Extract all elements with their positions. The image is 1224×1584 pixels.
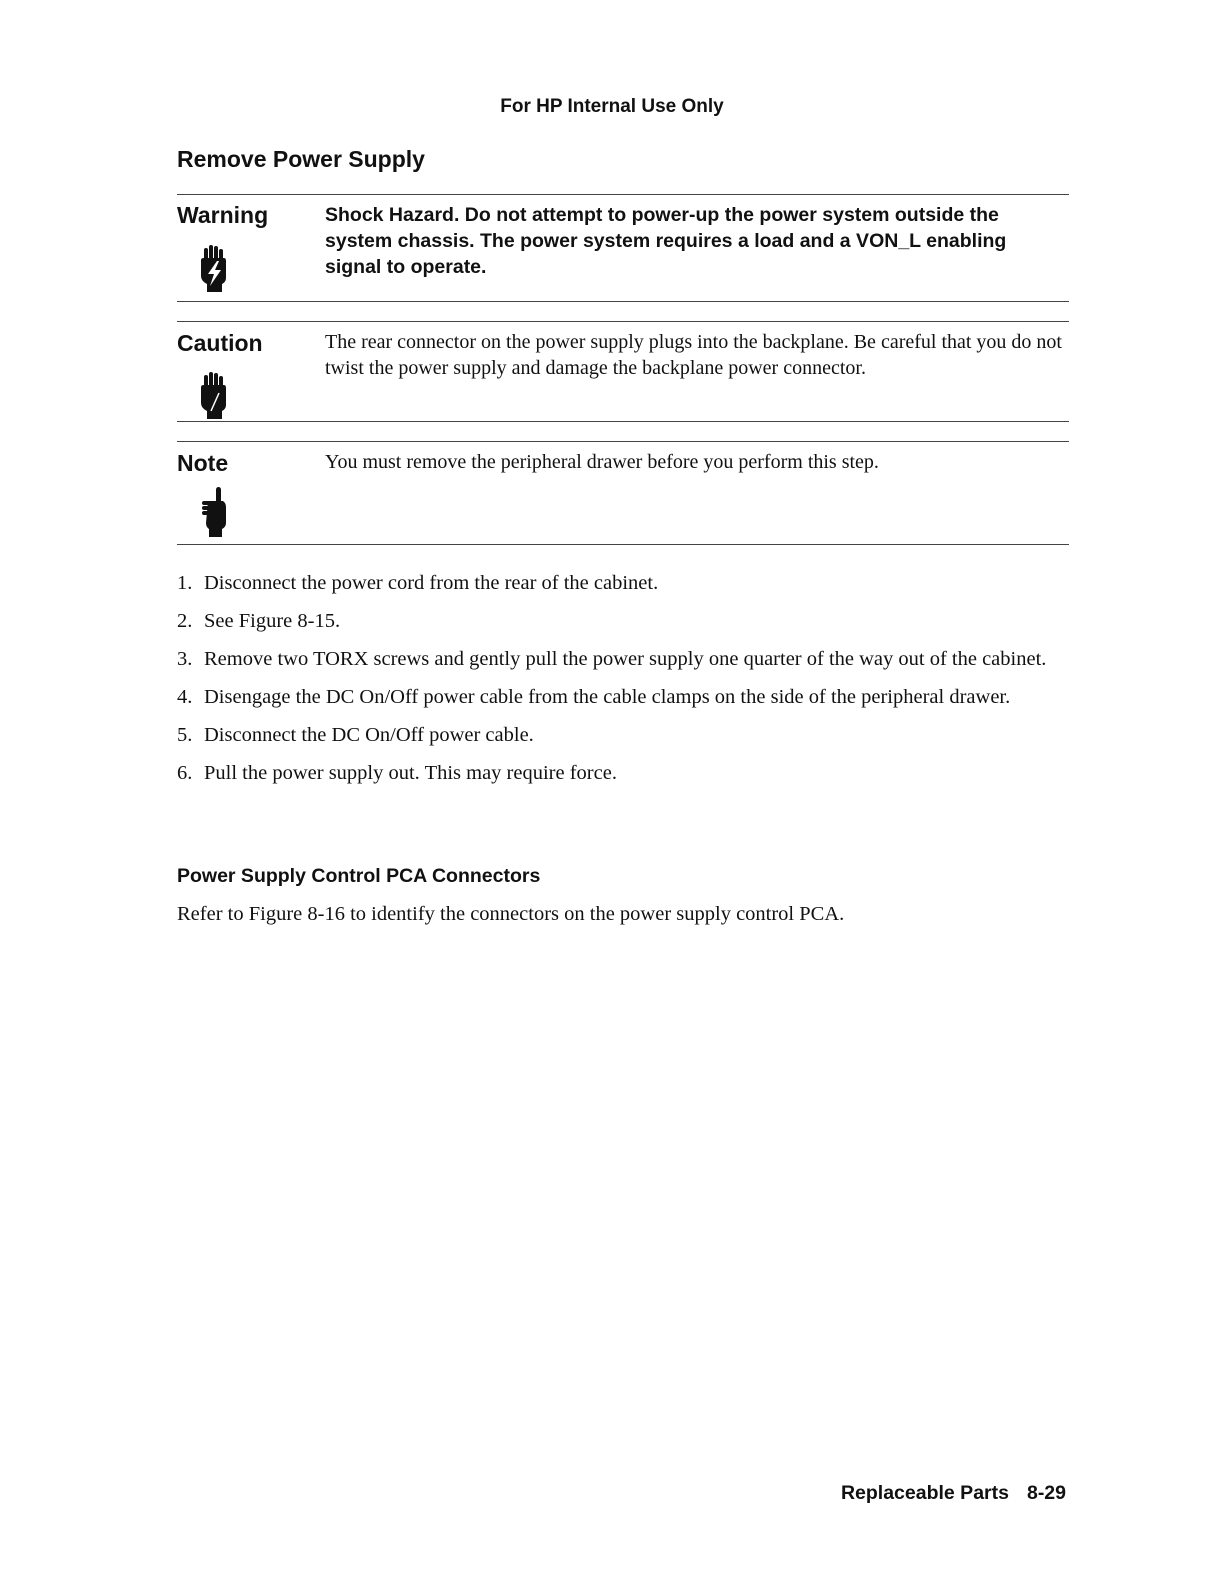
step-number: 1. <box>177 572 193 594</box>
note-bottom-rule <box>177 544 1069 545</box>
section-title: Remove Power Supply <box>177 146 425 172</box>
warning-block <box>177 194 1069 304</box>
step-item <box>177 760 1067 786</box>
step-item <box>177 646 1067 672</box>
note-top-rule <box>177 441 1069 442</box>
warning-text: Shock Hazard. Do not attempt to power-up the power system outside the system chassis. The power system requires a load and a VON_L enabling signal to operate. <box>325 204 1007 278</box>
warning-top-rule <box>177 194 1069 195</box>
step-text: See Figure 8-15. <box>204 610 341 632</box>
warning-label: Warning <box>177 202 269 228</box>
hand-lightning-icon <box>196 244 232 296</box>
subsection-title: Power Supply Control PCA Connectors <box>177 865 541 887</box>
step-text: Disengage the DC On/Off power cable from the cable clamps on the side of the peripheral drawer. <box>204 686 1011 708</box>
caution-block <box>177 321 1069 425</box>
procedure-steps <box>177 570 1067 798</box>
footer-section: Replaceable Parts <box>840 1482 1009 1504</box>
header-note: For HP Internal Use Only <box>500 96 724 117</box>
step-item <box>177 570 1067 596</box>
pointing-hand-icon <box>196 487 232 539</box>
step-number: 5. <box>177 724 193 746</box>
step-number: 6. <box>177 762 193 784</box>
step-number: 4. <box>177 686 193 708</box>
step-item <box>177 722 1067 748</box>
step-text: Pull the power supply out. This may require force. <box>204 762 617 784</box>
step-text: Remove two TORX screws and gently pull the power supply one quarter of the way out of the cabinet. <box>204 648 1047 670</box>
warning-bottom-rule <box>177 301 1069 302</box>
note-block <box>177 441 1069 547</box>
step-item <box>177 608 1067 634</box>
step-number: 2. <box>177 610 193 632</box>
page-footer <box>841 1482 1066 1505</box>
caution-bottom-rule <box>177 421 1069 422</box>
caution-top-rule <box>177 321 1069 322</box>
note-text: You must remove the peripheral drawer before you perform this step. <box>325 451 879 473</box>
hand-stop-icon <box>196 371 232 423</box>
footer-page-number: 8-29 <box>1026 1482 1066 1504</box>
subsection-text: Refer to Figure 8-16 to identify the connectors on the power supply control PCA. <box>177 903 845 925</box>
caution-text: The rear connector on the power supply plugs into the backplane. Be careful that you do not twist the power supply and damage the backplane power connector. <box>325 331 1062 379</box>
caution-label: Caution <box>177 330 263 356</box>
step-number: 3. <box>177 648 193 670</box>
step-text: Disconnect the power cord from the rear of the cabinet. <box>204 572 659 594</box>
step-text: Disconnect the DC On/Off power cable. <box>204 724 534 746</box>
step-item <box>177 684 1067 710</box>
note-label: Note <box>177 450 229 476</box>
